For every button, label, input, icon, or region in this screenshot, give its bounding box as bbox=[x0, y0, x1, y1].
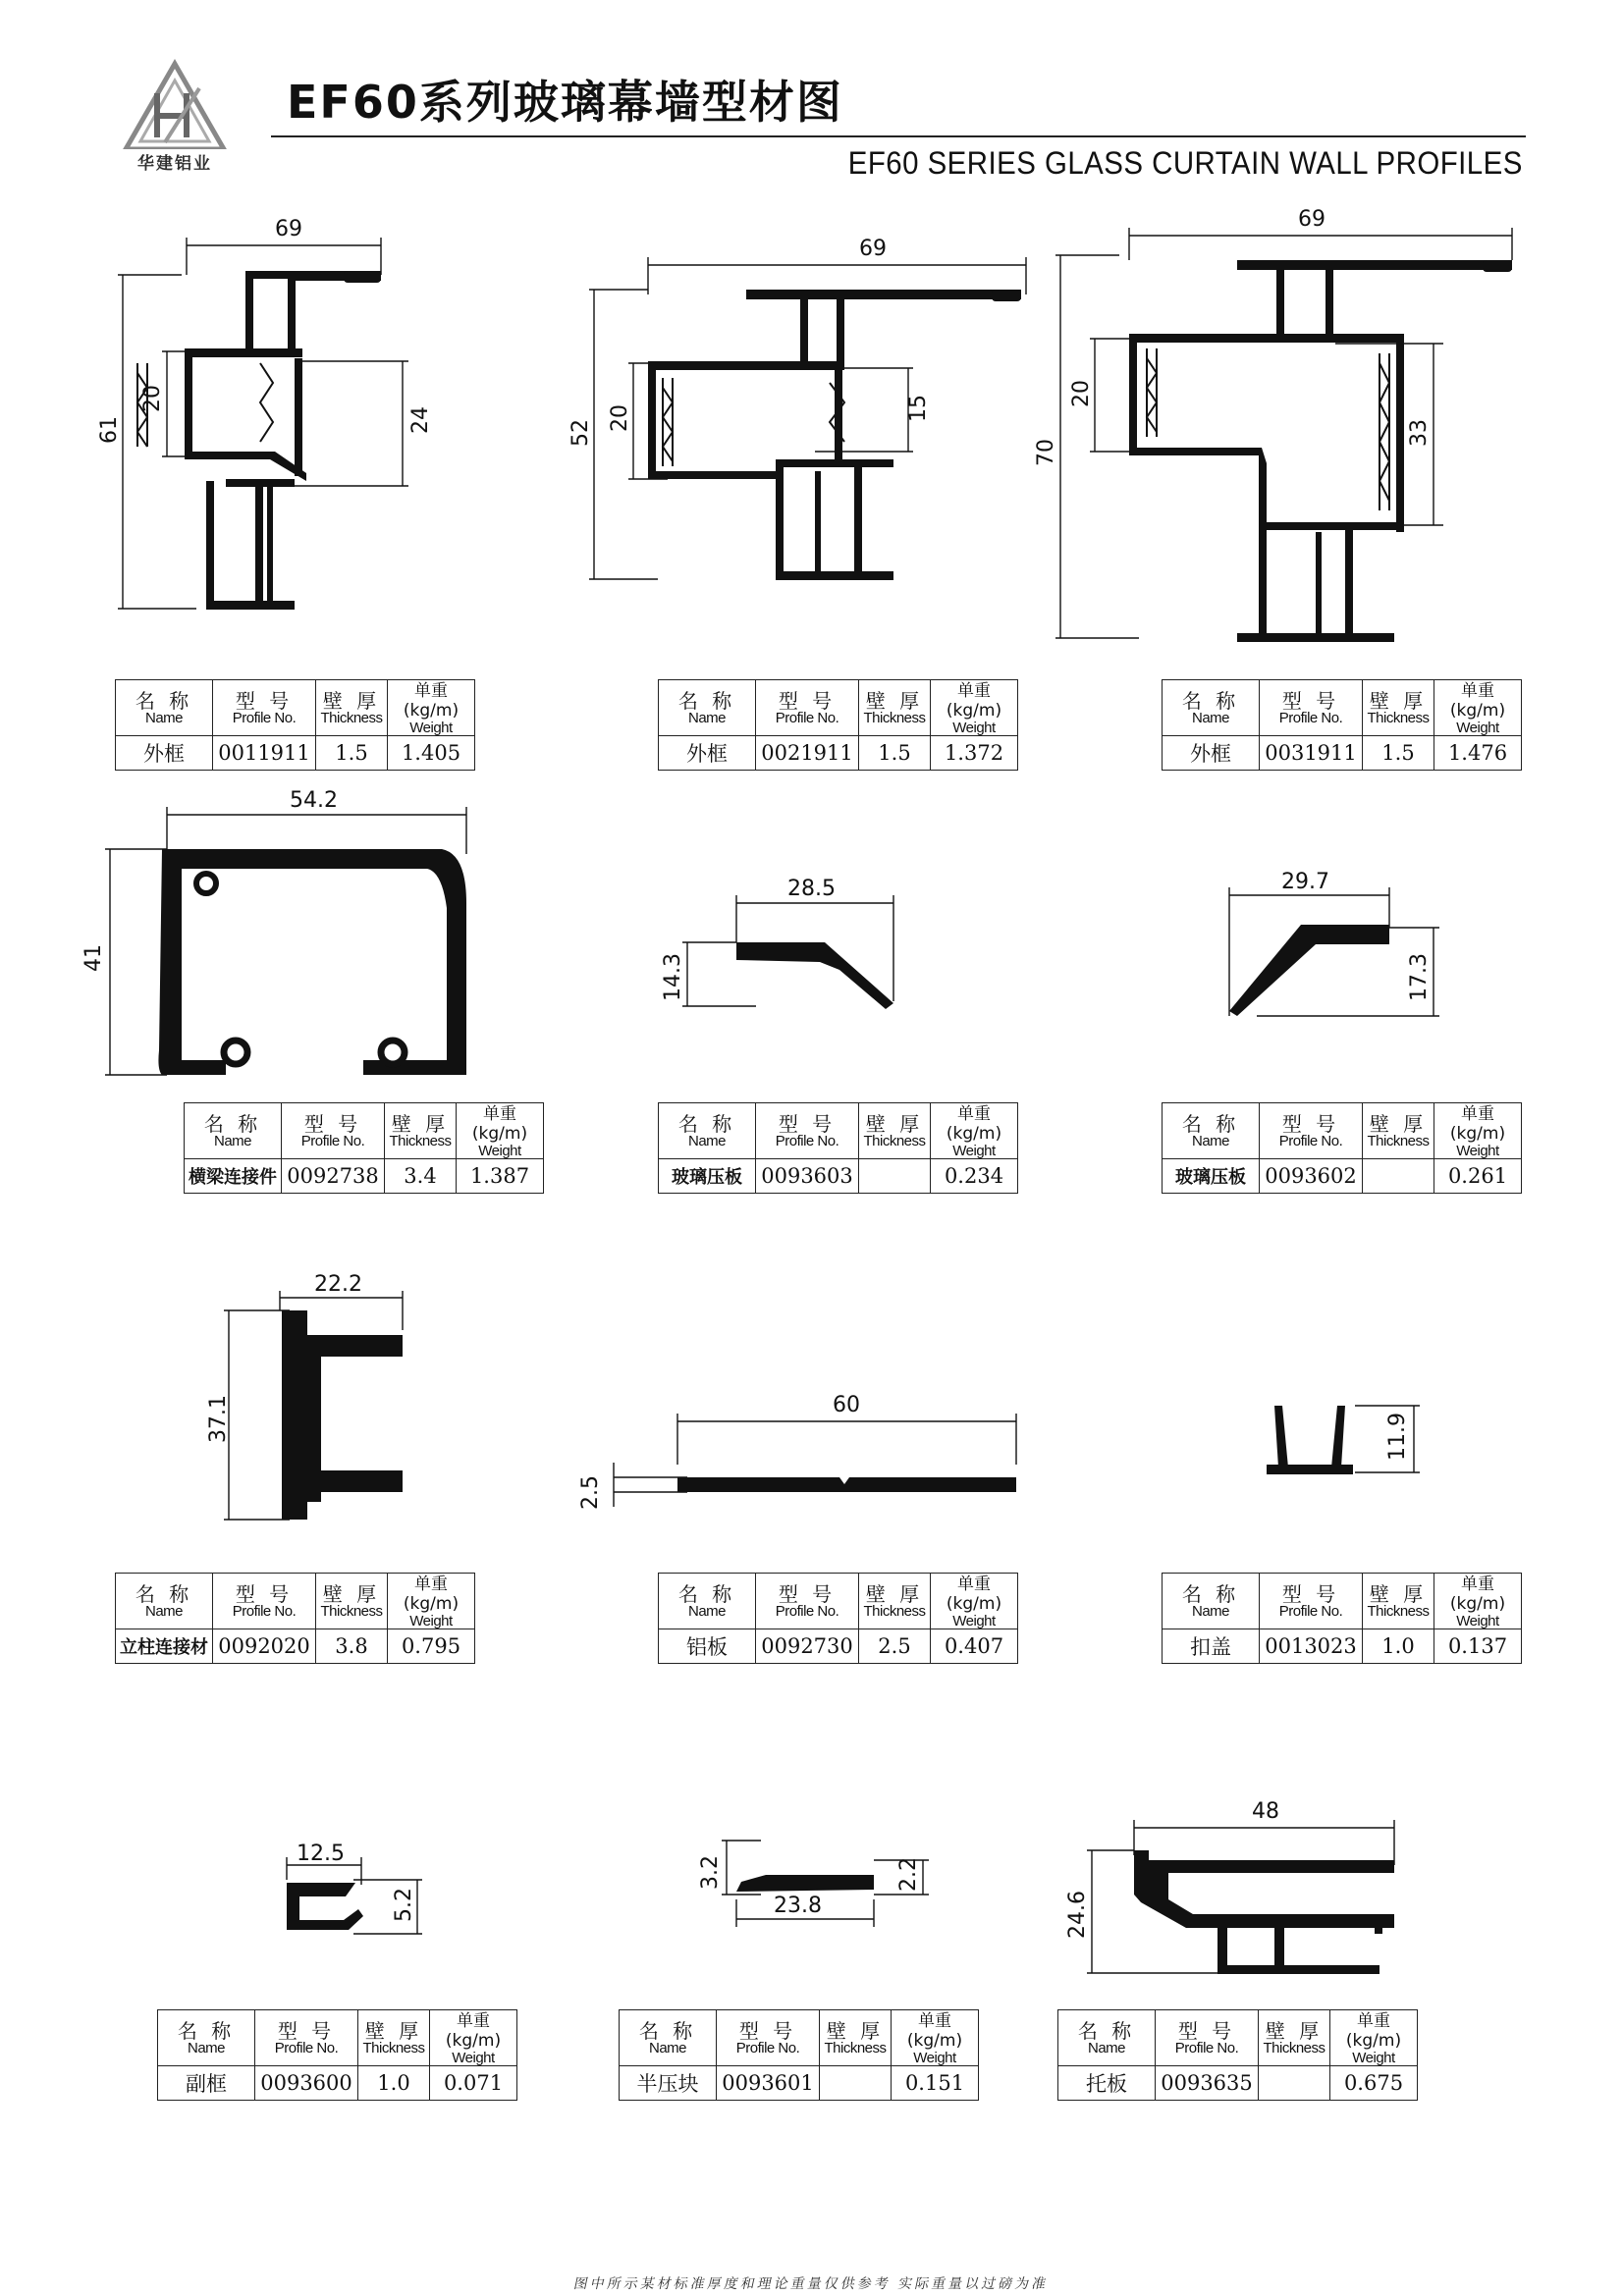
profile-thickness: 1.0 bbox=[358, 2066, 430, 2101]
header-profile-no-cn: 型 号 bbox=[1281, 1112, 1340, 1136]
header-name bbox=[1163, 1574, 1260, 1629]
header-weight-en: Weight bbox=[952, 720, 996, 736]
dim-inner: 33 bbox=[1407, 419, 1432, 447]
header-profile-no-cn: 型 号 bbox=[1281, 1582, 1340, 1606]
header-weight-cn: 单重(kg/m) bbox=[1449, 1575, 1506, 1614]
header-thickness-cn: 壁 厚 bbox=[1369, 1582, 1428, 1606]
header-profile-no bbox=[1260, 1574, 1363, 1629]
header-profile-no bbox=[1260, 680, 1363, 736]
spec-table-0092738 bbox=[184, 1102, 544, 1194]
header-thickness bbox=[859, 1103, 931, 1159]
header-name bbox=[158, 2010, 255, 2066]
header-name-en: Name bbox=[648, 2040, 686, 2056]
profile-number: 0011911 bbox=[213, 736, 316, 771]
header-name-en: Name bbox=[187, 2040, 225, 2056]
dim-lip: 3.2 bbox=[698, 1855, 723, 1890]
profile-weight: 1.387 bbox=[457, 1159, 544, 1194]
profile-thickness: 1.5 bbox=[316, 736, 388, 771]
header-profile-no-en: Profile No. bbox=[232, 710, 297, 726]
profile-number: 0093601 bbox=[717, 2066, 820, 2101]
header-thickness bbox=[820, 2010, 892, 2066]
header-profile-no bbox=[756, 1103, 859, 1159]
profile-weight: 0.137 bbox=[1434, 1629, 1522, 1664]
header-name-en: Name bbox=[144, 1603, 183, 1620]
header-thickness-cn: 壁 厚 bbox=[364, 2019, 423, 2043]
header-profile-no-en: Profile No. bbox=[775, 1603, 839, 1620]
header-profile-no-cn: 型 号 bbox=[235, 689, 294, 713]
header-weight bbox=[931, 1103, 1018, 1159]
profile-drawing-0093635 bbox=[1065, 1799, 1414, 1993]
header-thickness-cn: 壁 厚 bbox=[322, 1582, 381, 1606]
dim-height: 52 bbox=[568, 419, 593, 447]
header-thickness-cn: 壁 厚 bbox=[865, 1112, 924, 1136]
header-name-en: Name bbox=[213, 1133, 251, 1149]
header-weight bbox=[931, 1574, 1018, 1629]
profile-thickness: 3.4 bbox=[385, 1159, 457, 1194]
header-profile-no-en: Profile No. bbox=[300, 1133, 365, 1149]
spec-table-0093635 bbox=[1057, 2009, 1418, 2101]
header-thickness-cn: 壁 厚 bbox=[1369, 689, 1428, 713]
header-profile-no bbox=[213, 1574, 316, 1629]
header-thickness-en: Thickness bbox=[863, 710, 926, 726]
header-name-cn: 名 称 bbox=[677, 689, 736, 713]
header-thickness bbox=[316, 680, 388, 736]
profile-weight: 1.476 bbox=[1434, 736, 1522, 771]
header-name-cn: 名 称 bbox=[638, 2019, 697, 2043]
header-thickness bbox=[859, 680, 931, 736]
header-weight-en: Weight bbox=[952, 1613, 996, 1629]
profile-number: 0031911 bbox=[1260, 736, 1363, 771]
profile-name: 玻璃压板 bbox=[659, 1159, 756, 1194]
header-weight-en: Weight bbox=[1456, 1613, 1499, 1629]
profile-thickness bbox=[820, 2066, 892, 2101]
header-name-en: Name bbox=[1191, 1133, 1229, 1149]
spec-table-0093602 bbox=[1162, 1102, 1522, 1194]
dim-width: 12.5 bbox=[297, 1842, 345, 1866]
dim-width: 69 bbox=[859, 237, 887, 261]
header-thickness-en: Thickness bbox=[320, 710, 383, 726]
profile-weight: 0.234 bbox=[931, 1159, 1018, 1194]
dim-width: 60 bbox=[833, 1393, 860, 1417]
header-thickness-cn: 壁 厚 bbox=[322, 689, 381, 713]
header-profile-no-cn: 型 号 bbox=[277, 2019, 336, 2043]
header-thickness-en: Thickness bbox=[1367, 1603, 1430, 1620]
header-thickness-cn: 壁 厚 bbox=[391, 1112, 450, 1136]
profile-name: 外框 bbox=[116, 736, 213, 771]
header-weight bbox=[388, 1574, 475, 1629]
profile-weight: 0.675 bbox=[1330, 2066, 1418, 2101]
profile-number: 0092738 bbox=[282, 1159, 385, 1194]
header-weight-en: Weight bbox=[952, 1143, 996, 1159]
profile-name: 半压块 bbox=[620, 2066, 717, 2101]
header-thickness-en: Thickness bbox=[362, 2040, 425, 2056]
header-thickness-en: Thickness bbox=[863, 1603, 926, 1620]
header-name-cn: 名 称 bbox=[203, 1112, 262, 1136]
header-profile-no-en: Profile No. bbox=[274, 2040, 339, 2056]
dim-glass: 20 bbox=[1069, 380, 1094, 407]
profile-name: 扣盖 bbox=[1163, 1629, 1260, 1664]
header-weight-en: Weight bbox=[409, 1613, 453, 1629]
profile-drawing-0092020 bbox=[206, 1266, 427, 1531]
dim-inner: 15 bbox=[906, 395, 931, 422]
header-thickness-cn: 壁 厚 bbox=[865, 1582, 924, 1606]
profile-number: 0093602 bbox=[1260, 1159, 1363, 1194]
dim-height: 11.9 bbox=[1385, 1413, 1410, 1461]
dim-width: 23.8 bbox=[774, 1894, 822, 1918]
dim-height: 17.3 bbox=[1407, 953, 1432, 1001]
header-name-cn: 名 称 bbox=[1181, 1582, 1240, 1606]
header-thickness-cn: 壁 厚 bbox=[1265, 2019, 1324, 2043]
spec-table-0092730 bbox=[658, 1573, 1018, 1664]
profile-number: 0092730 bbox=[756, 1629, 859, 1664]
header-weight-en: Weight bbox=[452, 2050, 495, 2066]
header-weight-cn: 单重(kg/m) bbox=[946, 681, 1002, 721]
profile-drawing-0092730 bbox=[569, 1384, 1031, 1512]
header-name bbox=[659, 1574, 756, 1629]
profile-name: 玻璃压板 bbox=[1163, 1159, 1260, 1194]
header-thickness-en: Thickness bbox=[389, 1133, 452, 1149]
header-profile-no-en: Profile No. bbox=[775, 710, 839, 726]
dim-glass: 20 bbox=[140, 385, 165, 412]
header-profile-no-cn: 型 号 bbox=[778, 1582, 837, 1606]
dim-width: 54.2 bbox=[290, 788, 338, 813]
profile-thickness: 1.5 bbox=[1363, 736, 1434, 771]
profile-drawing-0031911 bbox=[1034, 207, 1532, 648]
header-name-en: Name bbox=[687, 1133, 726, 1149]
header-name-en: Name bbox=[687, 710, 726, 726]
profile-name: 外框 bbox=[659, 736, 756, 771]
dim-width: 22.2 bbox=[314, 1272, 362, 1297]
footer-note: 图中所示某材标准厚度和理论重量仅供参考 实际重量以过磅为准 bbox=[571, 2276, 1051, 2292]
profile-weight: 0.261 bbox=[1434, 1159, 1522, 1194]
spec-table-0093601 bbox=[619, 2009, 979, 2101]
header-weight-en: Weight bbox=[1456, 1143, 1499, 1159]
header-thickness bbox=[859, 1574, 931, 1629]
header-thickness-en: Thickness bbox=[320, 1603, 383, 1620]
header-name-en: Name bbox=[1191, 1603, 1229, 1620]
dim-width: 29.7 bbox=[1281, 870, 1329, 894]
profile-number: 0021911 bbox=[756, 736, 859, 771]
profile-drawing-0093601 bbox=[687, 1821, 943, 1939]
spec-table-0031911 bbox=[1162, 679, 1522, 771]
header-profile-no-en: Profile No. bbox=[1278, 710, 1343, 726]
header-weight bbox=[1434, 1103, 1522, 1159]
spec-table-0013023 bbox=[1162, 1573, 1522, 1664]
header-weight-en: Weight bbox=[1352, 2050, 1395, 2066]
dim-height: 61 bbox=[97, 416, 122, 444]
profile-weight: 0.407 bbox=[931, 1629, 1018, 1664]
page-title: EF60系列玻璃幕墙型材图 bbox=[287, 76, 843, 129]
header-name-cn: 名 称 bbox=[135, 1582, 193, 1606]
profile-thickness bbox=[1259, 2066, 1330, 2101]
spec-table-0092020 bbox=[115, 1573, 475, 1664]
header-name bbox=[116, 680, 213, 736]
header-weight bbox=[388, 680, 475, 736]
header-name bbox=[1163, 680, 1260, 736]
header-thickness bbox=[1363, 1103, 1434, 1159]
spec-table-0021911 bbox=[658, 679, 1018, 771]
profile-name: 外框 bbox=[1163, 736, 1260, 771]
dim-height: 2.5 bbox=[578, 1475, 603, 1510]
profile-weight: 1.372 bbox=[931, 736, 1018, 771]
header-thickness bbox=[385, 1103, 457, 1159]
profile-thickness bbox=[859, 1159, 931, 1194]
header-thickness-cn: 壁 厚 bbox=[1369, 1112, 1428, 1136]
profile-thickness: 2.5 bbox=[859, 1629, 931, 1664]
profile-drawing-0013023 bbox=[1247, 1384, 1443, 1492]
header-name bbox=[1163, 1103, 1260, 1159]
header-profile-no-cn: 型 号 bbox=[235, 1582, 294, 1606]
header-profile-no-cn: 型 号 bbox=[1177, 2019, 1236, 2043]
header-weight-en: Weight bbox=[1456, 720, 1499, 736]
header-profile-no-cn: 型 号 bbox=[1281, 689, 1340, 713]
header-thickness bbox=[358, 2010, 430, 2066]
profile-name: 横梁连接件 bbox=[185, 1159, 282, 1194]
header-weight bbox=[931, 680, 1018, 736]
header-thickness-cn: 壁 厚 bbox=[826, 2019, 885, 2043]
header-name bbox=[1058, 2010, 1156, 2066]
header-name-en: Name bbox=[687, 1603, 726, 1620]
profile-drawing-0093603 bbox=[658, 864, 913, 1021]
header-name bbox=[659, 1103, 756, 1159]
profile-name: 副框 bbox=[158, 2066, 255, 2101]
header-profile-no bbox=[1156, 2010, 1259, 2066]
header-weight bbox=[457, 1103, 544, 1159]
profile-drawing-0093602 bbox=[1208, 864, 1473, 1031]
header-name-en: Name bbox=[1087, 2040, 1125, 2056]
profile-name: 托板 bbox=[1058, 2066, 1156, 2101]
header-weight bbox=[1434, 680, 1522, 736]
logo-mark-icon bbox=[116, 59, 234, 157]
profile-number: 0093600 bbox=[255, 2066, 358, 2101]
dim-height: 70 bbox=[1034, 439, 1058, 466]
profile-drawing-0093600 bbox=[275, 1826, 452, 1944]
profile-number: 0093603 bbox=[756, 1159, 859, 1194]
header-profile-no-en: Profile No. bbox=[232, 1603, 297, 1620]
profile-drawing-0092738 bbox=[69, 788, 481, 1080]
spec-table-0011911 bbox=[115, 679, 475, 771]
header-thickness-en: Thickness bbox=[1367, 1133, 1430, 1149]
dim-width: 28.5 bbox=[787, 877, 836, 901]
header-weight-en: Weight bbox=[478, 1143, 521, 1159]
header-weight bbox=[892, 2010, 979, 2066]
profile-weight: 1.405 bbox=[388, 736, 475, 771]
header-name-cn: 名 称 bbox=[1181, 1112, 1240, 1136]
header-weight bbox=[1434, 1574, 1522, 1629]
header-thickness-en: Thickness bbox=[1367, 710, 1430, 726]
header-profile-no-en: Profile No. bbox=[735, 2040, 800, 2056]
header-profile-no bbox=[282, 1103, 385, 1159]
header-profile-no-cn: 型 号 bbox=[303, 1112, 362, 1136]
profile-number: 0013023 bbox=[1260, 1629, 1363, 1664]
header-profile-no bbox=[1260, 1103, 1363, 1159]
header-weight-cn: 单重(kg/m) bbox=[946, 1104, 1002, 1144]
header-weight bbox=[1330, 2010, 1418, 2066]
header-profile-no-cn: 型 号 bbox=[738, 2019, 797, 2043]
header-weight-cn: 单重(kg/m) bbox=[1449, 1104, 1506, 1144]
logo-text: 华建铝业 bbox=[116, 149, 234, 174]
dim-width: 69 bbox=[1298, 207, 1325, 232]
header-thickness bbox=[1363, 680, 1434, 736]
header-weight-en: Weight bbox=[409, 720, 453, 736]
header-thickness bbox=[1363, 1574, 1434, 1629]
header-name bbox=[620, 2010, 717, 2066]
header-thickness bbox=[1259, 2010, 1330, 2066]
header-weight-cn: 单重(kg/m) bbox=[1345, 2011, 1402, 2051]
header-name-cn: 名 称 bbox=[135, 689, 193, 713]
header-name bbox=[116, 1574, 213, 1629]
header-name-en: Name bbox=[1191, 710, 1229, 726]
header-name-cn: 名 称 bbox=[1181, 689, 1240, 713]
header-name-cn: 名 称 bbox=[677, 1112, 736, 1136]
header-profile-no bbox=[756, 1574, 859, 1629]
header-thickness bbox=[316, 1574, 388, 1629]
spec-table-0093603 bbox=[658, 1102, 1018, 1194]
profile-drawing-0011911 bbox=[98, 216, 511, 618]
profile-weight: 0.151 bbox=[892, 2066, 979, 2101]
header-thickness-cn: 壁 厚 bbox=[865, 689, 924, 713]
header-name bbox=[659, 680, 756, 736]
header-weight-en: Weight bbox=[913, 2050, 956, 2066]
dim-width: 48 bbox=[1252, 1799, 1279, 1824]
profile-number: 0093635 bbox=[1156, 2066, 1259, 2101]
header-thickness-en: Thickness bbox=[824, 2040, 887, 2056]
spec-table-0093600 bbox=[157, 2009, 517, 2101]
title-rule bbox=[271, 135, 1526, 137]
header-profile-no-cn: 型 号 bbox=[778, 1112, 837, 1136]
dim-height: 5.2 bbox=[392, 1888, 416, 1922]
profile-drawing-0021911 bbox=[568, 236, 1011, 589]
header-weight-cn: 单重(kg/m) bbox=[1449, 681, 1506, 721]
header-weight-cn: 单重(kg/m) bbox=[471, 1104, 528, 1144]
header-name-cn: 名 称 bbox=[1077, 2019, 1136, 2043]
profile-weight: 0.795 bbox=[388, 1629, 475, 1664]
header-weight bbox=[430, 2010, 517, 2066]
profile-name: 立柱连接材 bbox=[116, 1629, 213, 1664]
dim-height: 24.6 bbox=[1065, 1891, 1090, 1939]
header-profile-no bbox=[717, 2010, 820, 2066]
profile-thickness: 1.0 bbox=[1363, 1629, 1434, 1664]
header-name-cn: 名 称 bbox=[177, 2019, 236, 2043]
dim-height: 14.3 bbox=[661, 953, 685, 1001]
header-name-cn: 名 称 bbox=[677, 1582, 736, 1606]
profile-thickness: 3.8 bbox=[316, 1629, 388, 1664]
profile-name: 铝板 bbox=[659, 1629, 756, 1664]
header-name bbox=[185, 1103, 282, 1159]
header-profile-no-cn: 型 号 bbox=[778, 689, 837, 713]
dim-inner: 24 bbox=[408, 406, 433, 434]
header-profile-no-en: Profile No. bbox=[1278, 1133, 1343, 1149]
dim-step: 2.2 bbox=[896, 1857, 921, 1892]
header-weight-cn: 单重(kg/m) bbox=[445, 2011, 502, 2051]
header-name-en: Name bbox=[144, 710, 183, 726]
page-subtitle: EF60 SERIES GLASS CURTAIN WALL PROFILES bbox=[847, 145, 1523, 181]
dim-height: 41 bbox=[81, 944, 106, 972]
profile-thickness: 1.5 bbox=[859, 736, 931, 771]
profile-number: 0092020 bbox=[213, 1629, 316, 1664]
profile-thickness bbox=[1363, 1159, 1434, 1194]
header-weight-cn: 单重(kg/m) bbox=[906, 2011, 963, 2051]
header-profile-no bbox=[255, 2010, 358, 2066]
dim-width: 69 bbox=[275, 217, 302, 241]
header-profile-no-en: Profile No. bbox=[1278, 1603, 1343, 1620]
header-profile-no bbox=[213, 680, 316, 736]
header-profile-no-en: Profile No. bbox=[775, 1133, 839, 1149]
header-thickness-en: Thickness bbox=[1263, 2040, 1325, 2056]
header-thickness-en: Thickness bbox=[863, 1133, 926, 1149]
header-profile-no bbox=[756, 680, 859, 736]
header-weight-cn: 单重(kg/m) bbox=[946, 1575, 1002, 1614]
header-weight-cn: 单重(kg/m) bbox=[403, 1575, 460, 1614]
header-profile-no-en: Profile No. bbox=[1174, 2040, 1239, 2056]
dim-height: 37.1 bbox=[206, 1395, 231, 1443]
header-weight-cn: 单重(kg/m) bbox=[403, 681, 460, 721]
dim-glass: 20 bbox=[608, 404, 632, 432]
profile-weight: 0.071 bbox=[430, 2066, 517, 2101]
